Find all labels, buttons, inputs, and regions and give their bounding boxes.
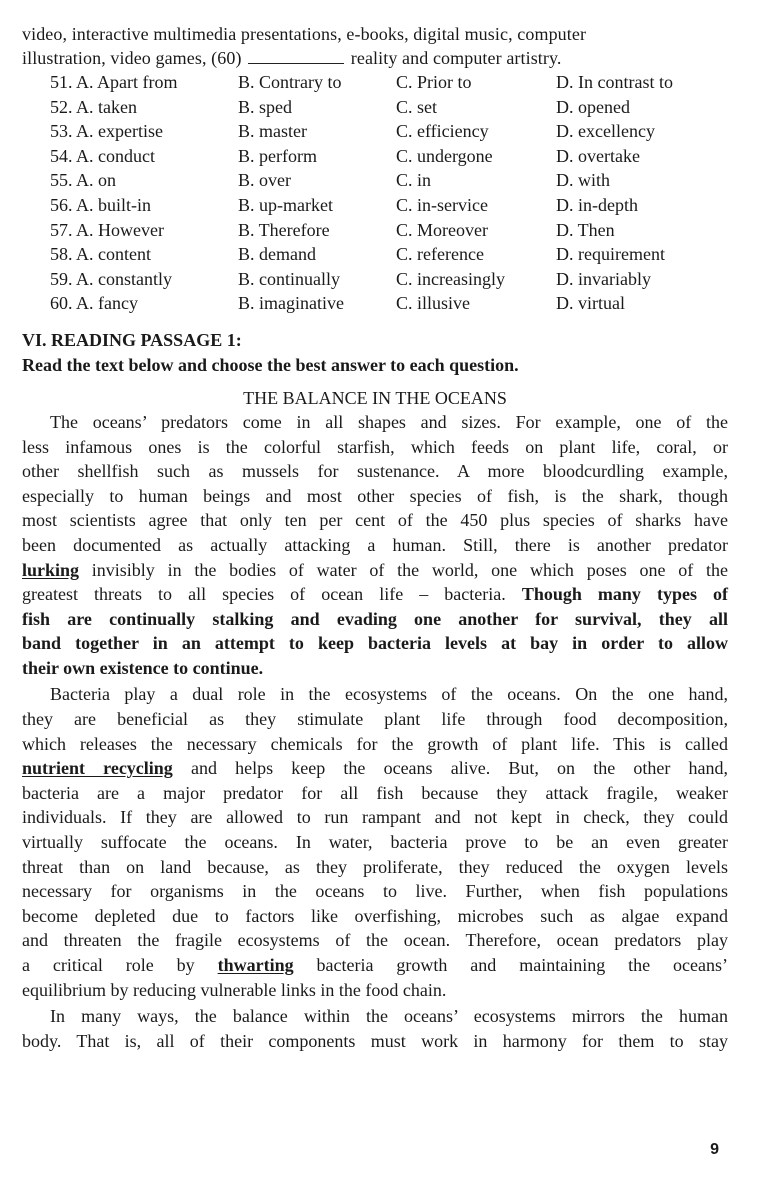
option-b: B. over [238, 170, 291, 191]
option-b: B. Contrary to [238, 72, 342, 92]
option-a: 52. A. taken [50, 96, 137, 117]
option-a: 55. A. on [50, 170, 117, 191]
paragraph-line: equilibrium by reducing vulnerable links in the food chain. [22, 979, 447, 1000]
answer-blank-60 [248, 48, 344, 64]
option-c: C. in [396, 170, 432, 191]
section-instruction: Read the text below and choose the best answer to each question. [22, 354, 519, 375]
document-page [22, 22, 728, 1053]
paragraph-line: especially to human beings and most other species of fish, is the shark, though [22, 485, 728, 506]
option-b: B. master [238, 121, 307, 142]
question-row [22, 70, 728, 95]
intro-line-2 [22, 46, 728, 70]
question-row [22, 267, 728, 292]
question-row [22, 291, 728, 316]
paragraph-3 [22, 1004, 728, 1053]
paragraph-line: most scientists agree that only ten per cent of the 450 plus species of sharks have [22, 510, 728, 531]
question-row [22, 144, 728, 169]
option-d: D. in-depth [556, 194, 638, 215]
option-b: B. Therefore [238, 219, 330, 240]
bold-sentence-line: their own existence to continue. [22, 657, 264, 678]
option-c: C. illusive [396, 293, 471, 314]
option-d: D. opened [556, 96, 630, 117]
option-b: B. imaginative [238, 293, 344, 314]
paragraph-line [22, 582, 728, 607]
option-d: D. excellency [556, 121, 655, 142]
paragraph-line [22, 953, 728, 978]
paragraph-line: which releases the necessary chemicals for the growth of plant life. This is called [22, 733, 728, 754]
option-a: 60. A. fancy [50, 293, 138, 314]
option-b: B. sped [238, 96, 292, 117]
option-d: D. virtual [556, 293, 625, 314]
option-d: D. invariably [556, 268, 651, 289]
section-heading: VI. READING PASSAGE 1: [22, 329, 242, 350]
paragraph-line: body. That is, all of their components must work in harmony for them to stay [22, 1030, 728, 1051]
line-text: greatest threats to all species of ocean life – bacteria. [22, 584, 522, 605]
line-text: bacteria growth and maintaining the oceans’ [293, 955, 728, 975]
option-c: C. in-service [396, 194, 488, 215]
option-c: C. undergone [396, 145, 493, 166]
underlined-word-thwarting: thwarting [217, 955, 294, 975]
option-c: C. reference [396, 244, 484, 265]
question-row [22, 119, 728, 144]
page-number: 9 [710, 1141, 719, 1158]
option-a: 53. A. expertise [50, 121, 163, 142]
paragraph-line [22, 558, 728, 583]
question-row [22, 193, 728, 218]
line-text: invisibly in the bodies of water of the world, one which poses one of the [79, 559, 728, 580]
question-row [22, 242, 728, 267]
intro-text-before-blank: illustration, video games, (60) [22, 48, 242, 68]
passage-title: THE BALANCE IN THE OCEANS [243, 387, 507, 408]
paragraph-line: other shellfish such as mussels for sustenance. A more bloodcurdling example, [22, 461, 728, 482]
option-d: D. with [556, 170, 610, 191]
option-a: 54. A. conduct [50, 145, 155, 166]
option-a: 59. A. constantly [50, 268, 172, 289]
paragraph-line: been documented as actually attacking a human. Still, there is another predator [22, 534, 728, 555]
bold-sentence-start: Though many types of [521, 584, 728, 605]
paragraph-line: they are beneficial as they stimulate plant life through food decomposition, [22, 709, 728, 730]
paragraph-line: threat than on land because, as they proliferate, they reduced the oxygen levels [22, 856, 728, 877]
question-options-table [22, 70, 728, 316]
underlined-phrase-nutrient-recycling: nutrient recycling [22, 758, 173, 779]
option-a: 58. A. content [50, 244, 151, 265]
paragraph-line [22, 756, 728, 781]
intro-line-1: video, interactive multimedia presentations, e-books, digital music, computer [22, 24, 587, 44]
paragraph-line: less infamous ones is the colorful starfish, which feeds on plant life, coral, or [22, 436, 728, 457]
underlined-word-lurking: lurking [22, 559, 80, 580]
paragraph-line: become depleted due to factors like overfishing, microbes such as algae expand [22, 905, 728, 926]
option-c: C. Moreover [396, 219, 488, 240]
question-row [22, 218, 728, 243]
option-d: D. In contrast to [556, 72, 673, 92]
bold-sentence-line: band together in an attempt to keep bacteria levels at bay in order to allow [22, 633, 728, 654]
option-b: B. perform [238, 145, 317, 166]
option-c: C. increasingly [396, 268, 505, 289]
question-row [22, 95, 728, 120]
paragraph-line: In many ways, the balance within the oceans’ ecosystems mirrors the human [50, 1006, 728, 1027]
line-text: and helps keep the oceans alive. But, on the other hand, [172, 758, 728, 779]
option-a: 56. A. built-in [50, 194, 152, 215]
paragraph-line: bacteria are a major predator for all fish because they attack fragile, weaker [22, 782, 728, 803]
paragraph-line: individuals. If they are allowed to run rampant and not kept in check, they could [22, 807, 728, 828]
option-d: D. overtake [556, 145, 640, 166]
option-c: C. efficiency [396, 121, 489, 142]
paragraph-line: The oceans’ predators come in all shapes and sizes. For example, one of the [50, 411, 728, 432]
intro-text-after-blank: reality and computer artistry. [350, 48, 562, 68]
paragraph-line: Bacteria play a dual role in the ecosystems of the oceans. On the one hand, [50, 684, 728, 705]
option-a: 51. A. Apart from [50, 72, 178, 92]
option-b: B. demand [238, 244, 316, 265]
paragraph-1 [22, 410, 728, 681]
option-d: D. Then [556, 219, 615, 240]
option-c: C. Prior to [396, 72, 472, 92]
paragraph-line: necessary for organisms in the oceans to live. Further, when fish populations [22, 881, 728, 902]
paragraph-line: and threaten the fragile ecosystems of the ocean. Therefore, ocean predators play [22, 930, 728, 951]
option-c: C. set [396, 96, 438, 117]
option-d: D. requirement [556, 244, 665, 265]
paragraph-line: virtually suffocate the oceans. In water, bacteria prove to be an even greater [22, 832, 728, 853]
option-b: B. continually [238, 268, 340, 289]
bold-sentence-line: fish are continually stalking and evading one another for survival, they all [22, 608, 728, 629]
paragraph-2 [22, 682, 728, 1002]
option-a: 57. A. However [50, 219, 164, 240]
question-row [22, 168, 728, 193]
line-text: a critical role by [22, 955, 218, 975]
option-b: B. up-market [238, 194, 333, 215]
